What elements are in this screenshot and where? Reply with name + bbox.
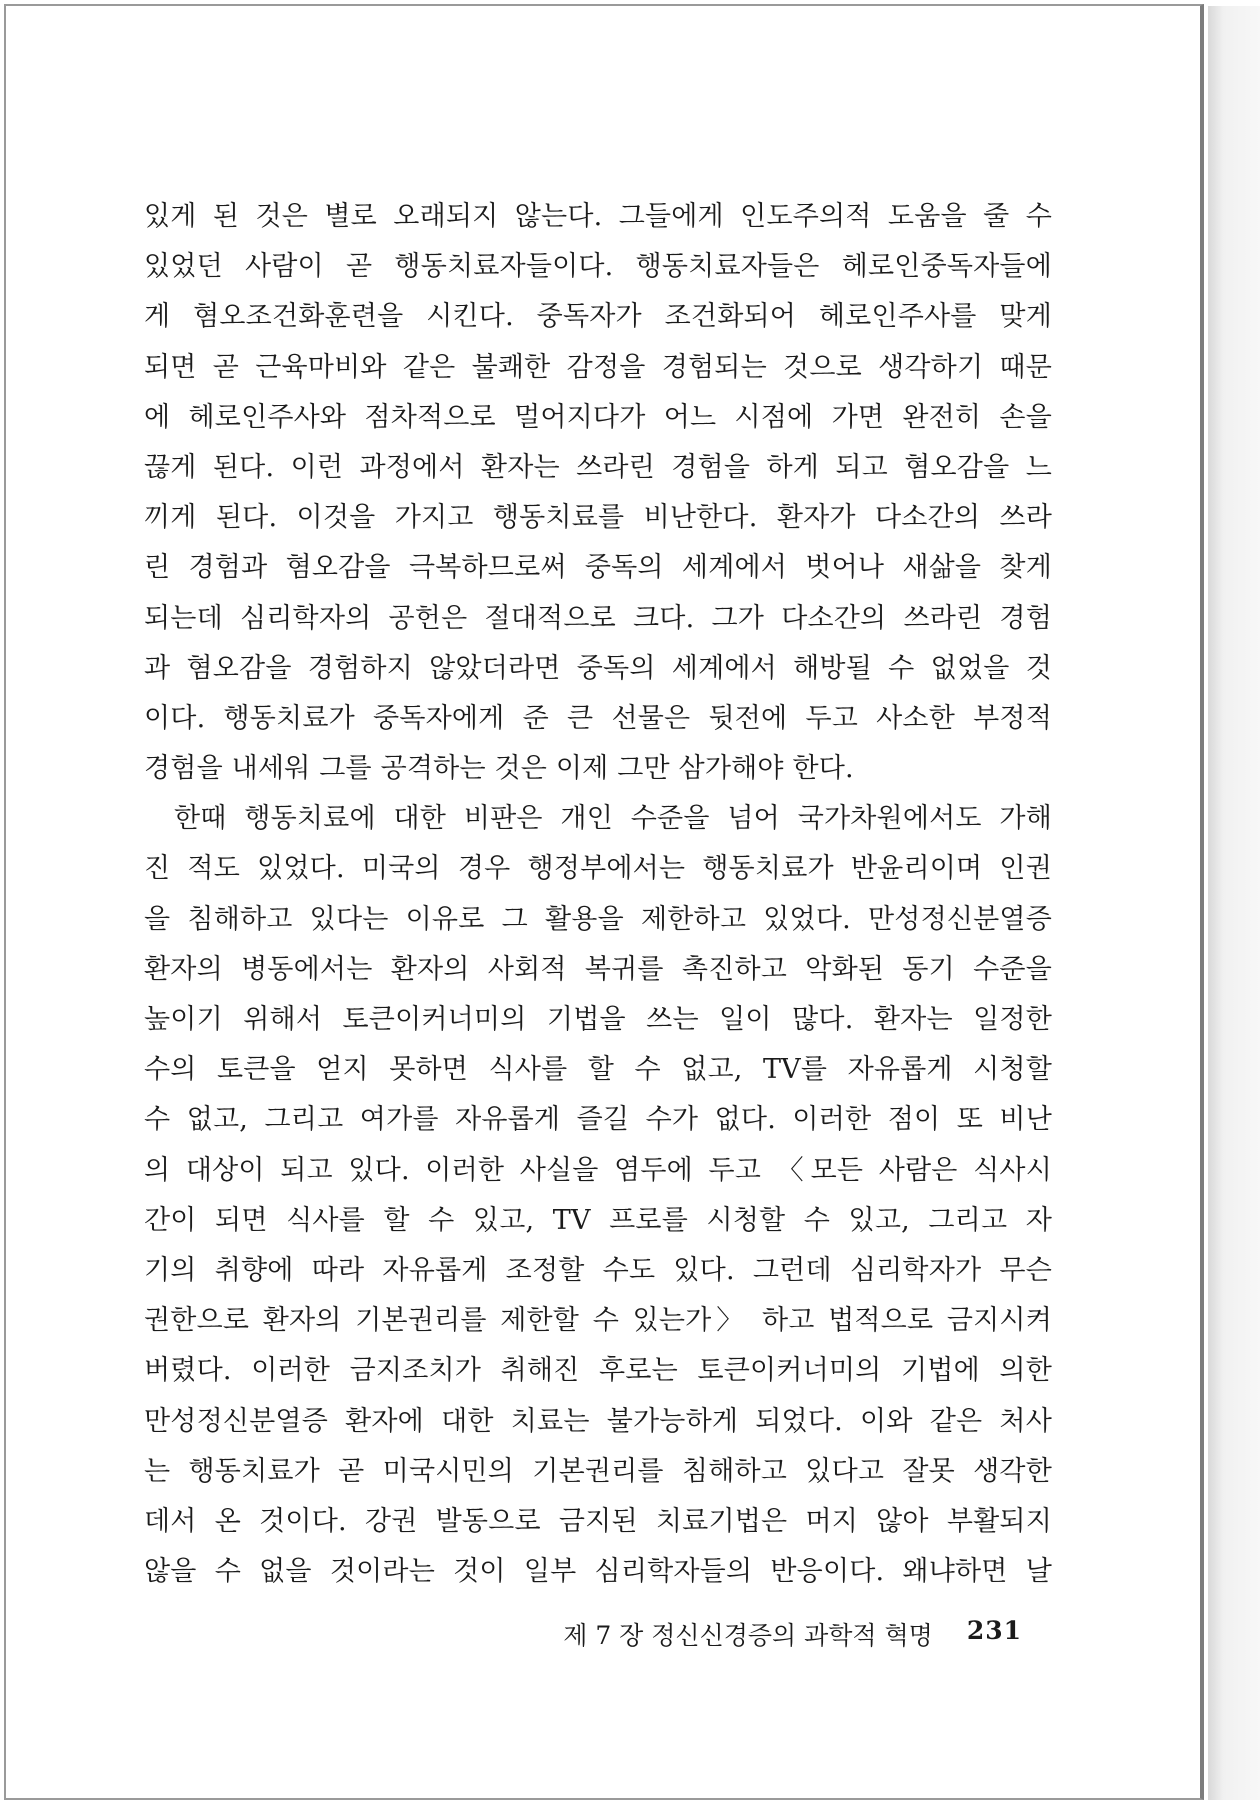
text-line: 수 없고, 그리고 여가를 자유롭게 즐길 수가 없다. 이러한 점이 또 비난	[144, 1104, 1052, 1136]
text-line: 끼게 된다. 이것을 가지고 행동치료를 비난한다. 환자가 다소간의 쓰라	[144, 502, 1052, 534]
text-line: 되는데 심리학자의 공헌은 절대적으로 크다. 그가 다소간의 쓰라린 경험	[144, 602, 1052, 634]
text-line: 끊게 된다. 이런 과정에서 환자는 쓰라린 경험을 하게 되고 혐오감을 느	[144, 451, 1052, 483]
text-line: 이다. 행동치료가 중독자에게 준 큰 선물은 뒷전에 두고 사소한 부정적	[144, 702, 1052, 734]
text-line: 기의 취향에 따라 자유롭게 조정할 수도 있다. 그런데 심리학자가 무슨	[144, 1254, 1052, 1286]
text-line: 는 행동치료가 곧 미국시민의 기본권리를 침해하고 있다고 잘못 생각한	[144, 1455, 1052, 1487]
text-line: 데서 온 것이다. 강권 발동으로 금지된 치료기법은 머지 않아 부활되지	[144, 1505, 1052, 1537]
text-line: 만성정신분열증 환자에 대한 치료는 불가능하게 되었다. 이와 같은 처사	[144, 1405, 1052, 1437]
page-footer	[560, 1616, 1022, 1652]
body-text	[144, 192, 1052, 1597]
text-line: 있게 된 것은 별로 오래되지 않는다. 그들에게 인도주의적 도움을 줄 수	[144, 201, 1052, 232]
text-line-paragraph-start: 한때 행동치료에 대한 비판은 개인 수준을 넘어 국가차원에서도 가해	[174, 803, 1052, 835]
text-line: 에 헤로인주사와 점차적으로 멀어지다가 어느 시점에 가면 완전히 손을	[144, 401, 1052, 433]
text-line: 수의 토큰을 얻지 못하면 식사를 할 수 없고, TV를 자유롭게 시청할	[144, 1054, 1052, 1086]
text-line: 진 적도 있었다. 미국의 경우 행정부에서는 행동치료가 반윤리이며 인권	[144, 853, 1052, 885]
text-line: 환자의 병동에서는 환자의 사회적 복귀를 촉진하고 악화된 동기 수준을	[144, 953, 1052, 985]
text-line: 경험을 내세워 그를 공격하는 것은 이제 그만 삼가해야 한다.	[144, 753, 854, 785]
text-line: 게 혐오조건화훈련을 시킨다. 중독자가 조건화되어 헤로인주사를 맞게	[144, 301, 1052, 333]
text-line: 않을 수 없을 것이라는 것이 일부 심리학자들의 반응이다. 왜냐하면 날	[144, 1556, 1052, 1588]
text-line: 을 침해하고 있다는 이유로 그 활용을 제한하고 있었다. 만성정신분열증	[144, 903, 1052, 935]
page-edge-shadow	[1208, 6, 1260, 1800]
text-line: 높이기 위해서 토큰이커너미의 기법을 쓰는 일이 많다. 환자는 일정한	[144, 1004, 1052, 1035]
text-line: 린 경험과 혐오감을 극복하므로써 중독의 세계에서 벗어나 새삶을 찾게	[144, 552, 1052, 584]
text-line: 되면 곧 근육마비와 같은 불쾌한 감정을 경험되는 것으로 생각하기 때문	[144, 351, 1052, 383]
text-line: 권한으로 환자의 기본권리를 제한할 수 있는가〉 하고 법적으로 금지시켜	[144, 1305, 1052, 1337]
page-number: 231	[966, 1616, 1022, 1645]
text-line: 의 대상이 되고 있다. 이러한 사실을 염두에 두고 〈모든 사람은 식사시	[144, 1154, 1052, 1186]
text-line: 있었던 사람이 곧 행동치료자들이다. 행동치료자들은 헤로인중독자들에	[144, 251, 1052, 283]
chapter-title: 제 7 장 정신신경증의 과학적 혁명	[563, 1621, 933, 1650]
text-line: 버렸다. 이러한 금지조치가 취해진 후로는 토큰이커너미의 기법에 의한	[144, 1355, 1052, 1387]
text-line: 간이 되면 식사를 할 수 있고, TV 프로를 시청할 수 있고, 그리고 자	[144, 1204, 1052, 1236]
text-line: 과 혐오감을 경험하지 않았더라면 중독의 세계에서 해방될 수 없었을 것	[144, 652, 1052, 684]
